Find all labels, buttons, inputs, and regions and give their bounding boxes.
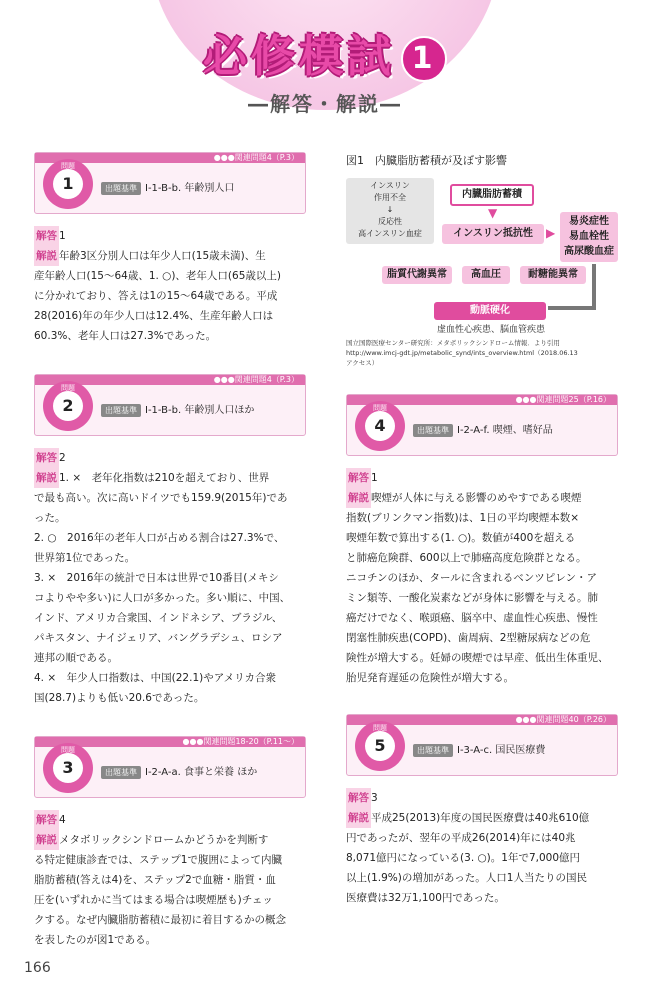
title-text: 必修模試 bbox=[203, 31, 395, 82]
left-column bbox=[34, 152, 306, 950]
explanation-label: 解説 bbox=[346, 488, 371, 508]
explanation-line: 指数(ブリンクマン指数)は、1日の平均喫煙本数× bbox=[346, 512, 580, 524]
answer-line bbox=[34, 226, 306, 246]
explanation-line: ミン類等、一酸化炭素などが身体に影響を与える。肺 bbox=[346, 592, 598, 604]
lipid-abnormality-box: 脂質代謝異常 bbox=[382, 266, 452, 284]
explanation-line: 圧を(いずれかに当てはまる場合は喫煙歴も)チェッ bbox=[34, 894, 273, 906]
explanation-line: 閉塞性肺疾患(COPD)、歯周病、2型糖尿病などの危 bbox=[346, 632, 591, 644]
explanation-line: 3. × 2016年の統計で日本は世界で10番目(メキシ bbox=[34, 572, 279, 584]
explanation-line: 以上(1.9%)の増加があった。人口1人当たりの国民 bbox=[346, 872, 587, 884]
basis-text: Ⅰ-2-A-f. 喫煙、嗜好品 bbox=[457, 425, 553, 436]
explanation-line: 喫煙が人体に与える影響のめやすである喫煙 bbox=[371, 492, 582, 504]
question-header-1 bbox=[34, 152, 306, 214]
explanation-line: 医療費は32万1,100円であった。 bbox=[346, 892, 505, 904]
basis-text: Ⅰ-2-A-a. 食事と栄養 ほか bbox=[145, 767, 258, 778]
arrow-down-icon: ▼ bbox=[488, 206, 498, 220]
basis-tag: 出題基準 bbox=[413, 424, 453, 437]
hypertension-box: 高血圧 bbox=[462, 266, 510, 284]
insulin-resistance-box: インスリン抵抗性 bbox=[442, 224, 544, 244]
explanation-line: クする。なぜ内臓脂肪蓄積に最初に着目するかの概念 bbox=[34, 914, 286, 926]
question-number-circle bbox=[355, 721, 405, 771]
explanation-line: 癌だけでなく、喉頭癌、脳卒中、虚血性心疾患、慢性 bbox=[346, 612, 598, 624]
basis-text: Ⅰ-1-B-b. 年齢別人口ほか bbox=[145, 405, 255, 416]
related-question-ref[interactable]: ●●●関連問題40（P.26） bbox=[515, 715, 611, 724]
question-number-circle bbox=[43, 159, 93, 209]
answer-value: 1 bbox=[59, 230, 66, 242]
exam-basis bbox=[413, 421, 553, 437]
explanation-line: と肺癌危険群、600以上で肺癌高度危険群となる。 bbox=[346, 552, 587, 564]
answer-line bbox=[34, 448, 306, 468]
exam-basis bbox=[101, 179, 234, 195]
basis-tag: 出題基準 bbox=[101, 404, 141, 417]
question-header-5 bbox=[346, 714, 618, 776]
explanation-line: 60.3%、老年人口は27.3%であった。 bbox=[34, 330, 217, 342]
explanation-line: 2. ○ 2016年の老年人口が占める割合は27.3%で、 bbox=[34, 532, 285, 544]
explanation-line: 年齢3区分別人口は年少人口(15歳未満)、生 bbox=[59, 250, 266, 262]
insulin-deficiency-box: インスリン 作用不全 ↓ 反応性 高インスリン血症 bbox=[346, 178, 434, 244]
question-number: 2 bbox=[53, 391, 83, 421]
explanation-line: メタボリックシンドロームかどうかを判断す bbox=[59, 834, 269, 846]
answer-line bbox=[346, 468, 618, 488]
basis-tag: 出題基準 bbox=[101, 182, 141, 195]
explanation-label: 解説 bbox=[34, 246, 59, 266]
visceral-fat-box: 内臓脂肪蓄積 bbox=[450, 184, 534, 206]
explanation-line: を表したのが図1である。 bbox=[34, 934, 157, 946]
explanation-text bbox=[346, 488, 618, 688]
explanation-label: 解説 bbox=[346, 808, 371, 828]
answer-line bbox=[346, 788, 618, 808]
question-label: 問題 bbox=[61, 746, 75, 754]
explanation-label: 解説 bbox=[34, 468, 59, 488]
figure-source: 国立国際医療センター研究所：メタボリックシンドローム情報．より引用 http://www.imcj-gdt.jp/metabolic_synd/ints_overview.html（2018.06.13 アクセス） bbox=[346, 339, 578, 367]
question-number: 3 bbox=[53, 753, 83, 783]
explanation-line: 脂肪蓄積(答えは4)を、ステップ2で血糖・脂質・血 bbox=[34, 874, 276, 886]
question-header-2 bbox=[34, 374, 306, 436]
question-number-circle bbox=[43, 743, 93, 793]
explanation-line: ニコチンのほか、タールに含まれるベンツピレン・ア bbox=[346, 572, 598, 584]
related-question-ref[interactable]: ●●●関連問題18-20（P.11～） bbox=[182, 737, 299, 746]
basis-text: Ⅰ-1-B-b. 年齢別人口 bbox=[145, 183, 235, 194]
outcome-label: 虚血性心疾患、脳血管疾患 bbox=[436, 325, 545, 335]
explanation-line: 円であったが、翌年の平成26(2014)年には40兆 bbox=[346, 832, 576, 844]
question-label: 問題 bbox=[373, 404, 387, 412]
explanation-line: 世界第1位であった。 bbox=[34, 552, 136, 564]
page-number: 166 bbox=[24, 960, 51, 976]
explanation-line: パキスタン、ナイジェリア、バングラデシュ、ロシア bbox=[34, 632, 283, 644]
answer-value: 1 bbox=[371, 472, 378, 484]
explanation-text bbox=[34, 468, 306, 708]
explanation-line: 険性が増大する。妊婦の喫煙では早産、低出生体重児、 bbox=[346, 652, 609, 664]
explanation-text bbox=[34, 246, 306, 346]
arrow-right-icon: ▶ bbox=[546, 226, 556, 240]
side-arrow-line bbox=[548, 306, 596, 310]
figure-diagram bbox=[346, 172, 618, 334]
explanation-line: で最も高い。次に高いドイツでも159.9(2015年)であ bbox=[34, 492, 288, 504]
basis-tag: 出題基準 bbox=[101, 766, 141, 779]
right-column bbox=[346, 152, 618, 908]
answer-value: 2 bbox=[59, 452, 66, 464]
question-number: 1 bbox=[53, 169, 83, 199]
side-arrow-line bbox=[592, 264, 596, 310]
explanation-line: 喫煙年数で算出する(1. ○)。数値が400を超える bbox=[346, 532, 576, 544]
question-number-circle bbox=[355, 401, 405, 451]
exam-basis bbox=[101, 763, 257, 779]
basis-tag: 出題基準 bbox=[413, 744, 453, 757]
exam-basis bbox=[101, 401, 254, 417]
page-title bbox=[0, 20, 650, 84]
explanation-line: 産年齢人口(15～64歳、1. ○)、老年人口(65歳以上) bbox=[34, 270, 281, 282]
explanation-line: る特定健康診査では、ステップ1で腹囲によって内臓 bbox=[34, 854, 282, 866]
related-question-ref[interactable]: ●●●関連問題25（P.16） bbox=[515, 395, 611, 404]
exam-basis bbox=[413, 741, 545, 757]
explanation-line: った。 bbox=[34, 512, 66, 524]
arteriosclerosis-box: 動脈硬化 bbox=[434, 302, 546, 320]
explanation-text bbox=[346, 808, 618, 908]
page-subtitle: ―解答・解説― bbox=[248, 92, 402, 116]
answer-value: 4 bbox=[59, 814, 66, 826]
explanation-line: 平成25(2013)年度の国民医療費は40兆610億 bbox=[371, 812, 590, 824]
answer-label: 解答 bbox=[346, 468, 371, 488]
explanation-line: に分かれており、答えは1の15～64歳である。平成 bbox=[34, 290, 278, 302]
answer-label: 解答 bbox=[34, 810, 59, 830]
inflammation-box: 易炎症性 易血栓性 高尿酸血症 bbox=[560, 212, 618, 262]
question-header-4 bbox=[346, 394, 618, 456]
glucose-intolerance-box: 耐糖能異常 bbox=[520, 266, 586, 284]
explanation-line: 胎児発育遅延の危険性が増大する。 bbox=[346, 672, 514, 684]
answer-value: 3 bbox=[371, 792, 378, 804]
answer-label: 解答 bbox=[34, 226, 59, 246]
explanation-text bbox=[34, 830, 306, 950]
related-question-ref[interactable]: ●●●関連問題4（P.3） bbox=[213, 153, 299, 162]
explanation-line: 1. × 老年化指数は210を超えており、世界 bbox=[59, 472, 270, 484]
answer-label: 解答 bbox=[346, 788, 371, 808]
explanation-line: 28(2016)年の年少人口は12.4%、生産年齢人口は bbox=[34, 310, 274, 322]
answer-line bbox=[34, 810, 306, 830]
related-question-ref[interactable]: ●●●関連問題4（P.3） bbox=[213, 375, 299, 384]
question-header-3 bbox=[34, 736, 306, 798]
question-label: 問題 bbox=[373, 724, 387, 732]
explanation-line: 8,071億円になっている(3. ○)。1年で7,000億円 bbox=[346, 852, 581, 864]
title-number-badge: 1 bbox=[401, 36, 447, 82]
figure-title: 図1 内臓脂肪蓄積が及ぼす影響 bbox=[346, 154, 507, 167]
question-number: 4 bbox=[365, 411, 395, 441]
explanation-line: 連邦の順である。 bbox=[34, 652, 118, 664]
question-label: 問題 bbox=[61, 162, 75, 170]
question-number-circle bbox=[43, 381, 93, 431]
basis-text: Ⅰ-3-A-c. 国民医療費 bbox=[457, 745, 546, 756]
question-label: 問題 bbox=[61, 384, 75, 392]
explanation-line: コよりやや多い)に人口が多かった。多い順に、中国、 bbox=[34, 592, 291, 604]
explanation-line: インド、アメリカ合衆国、インドネシア、ブラジル、 bbox=[34, 612, 283, 624]
question-number: 5 bbox=[365, 731, 395, 761]
explanation-line: 4. × 年少人口指数は、中国(22.1)やアメリカ合衆 bbox=[34, 672, 276, 684]
explanation-label: 解説 bbox=[34, 830, 59, 850]
answer-label: 解答 bbox=[34, 448, 59, 468]
explanation-line: 国(28.7)よりも低い20.6であった。 bbox=[34, 692, 205, 704]
